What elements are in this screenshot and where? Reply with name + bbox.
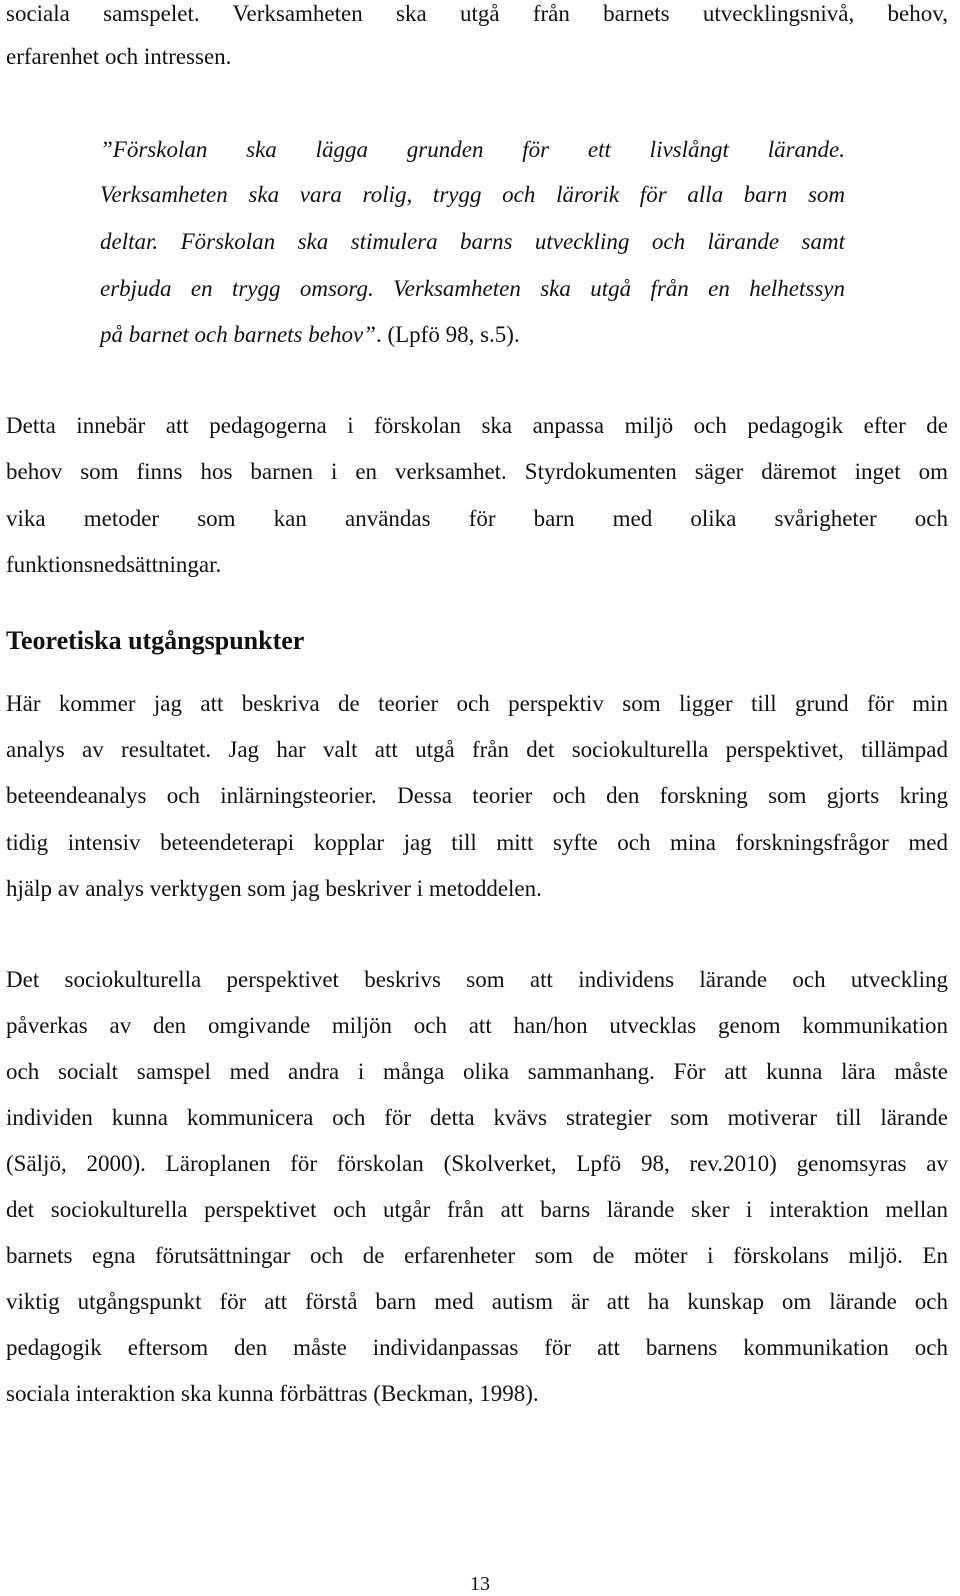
quote-line: ”Förskolan ska lägga grunden för ett livslångt lärande.: [100, 137, 845, 162]
paragraph-line: Det sociokulturella perspektivet beskrivs som att individens lärande och utveckling: [6, 967, 948, 992]
paragraph-line: beteendeanalys och inlärningsteorier. Dessa teorier och den forskning som gjorts kring: [6, 783, 948, 808]
paragraph-line: vika metoder som kan användas för barn med olika svårigheter och: [6, 506, 948, 531]
paragraph-line: påverkas av den omgivande miljön och att han/hon utvecklas genom kommunikation: [6, 1013, 948, 1038]
quote-line: erbjuda en trygg omsorg. Verksamheten ska utgå från en helhetssyn: [100, 276, 845, 301]
quote-line: Verksamheten ska vara rolig, trygg och lärorik för alla barn som: [100, 182, 845, 207]
paragraph-line: individen kunna kommunicera och för detta kvävs strategier som motiverar till lärande: [6, 1105, 948, 1130]
paragraph-line: Här kommer jag att beskriva de teorier och perspektiv som ligger till grund för min: [6, 691, 948, 716]
paragraph-line: det sociokulturella perspektivet och utgår från att barns lärande sker i interaktion mellan: [6, 1197, 948, 1222]
intro-line: erfarenhet och intressen.: [6, 44, 232, 69]
paragraph-line: sociala interaktion ska kunna förbättras (Beckman, 1998).: [6, 1381, 539, 1406]
paragraph-line: behov som finns hos barnen i en verksamhet. Styrdokumenten säger däremot inget om: [6, 459, 948, 484]
paragraph-line: (Säljö, 2000). Läroplanen för förskolan (Skolverket, Lpfö 98, rev.2010) genomsyras av: [6, 1151, 948, 1176]
paragraph-line: viktig utgångspunkt för att förstå barn med autism är att ha kunskap om lärande och: [6, 1289, 948, 1314]
paragraph-line: och socialt samspel med andra i många olika sammanhang. För att kunna lära måste: [6, 1059, 948, 1084]
paragraph-line: pedagogik eftersom den måste individanpassas för att barnens kommunikation och: [6, 1335, 948, 1360]
paragraph-line: Detta innebär att pedagogerna i förskolan ska anpassa miljö och pedagogik efter de: [6, 413, 948, 438]
paragraph-line: analys av resultatet. Jag har valt att utgå från det sociokulturella perspektivet, tillämpad: [6, 737, 948, 762]
paragraph-line: hjälp av analys verktygen som jag beskriver i metoddelen.: [6, 876, 542, 901]
paragraph-line: barnets egna förutsättningar och de erfarenheter som de möter i förskolans miljö. En: [6, 1243, 948, 1268]
page-number: 13: [470, 1573, 490, 1595]
quote-line: deltar. Förskolan ska stimulera barns utveckling och lärande samt: [100, 229, 845, 254]
quote-line-last: [100, 321, 845, 349]
quote-citation: . (Lpfö 98, s.5).: [375, 322, 520, 347]
quote-text: på barnet och barnets behov”: [100, 322, 376, 347]
intro-line: sociala samspelet. Verksamheten ska utgå från barnets utvecklingsnivå, behov,: [6, 1, 948, 26]
paragraph-line: tidig intensiv beteendeterapi kopplar jag till mitt syfte och mina forskningsfrågor med: [6, 830, 948, 855]
section-heading: Teoretiska utgångspunkter: [6, 626, 305, 655]
paragraph-line: funktionsnedsättningar.: [6, 552, 222, 577]
